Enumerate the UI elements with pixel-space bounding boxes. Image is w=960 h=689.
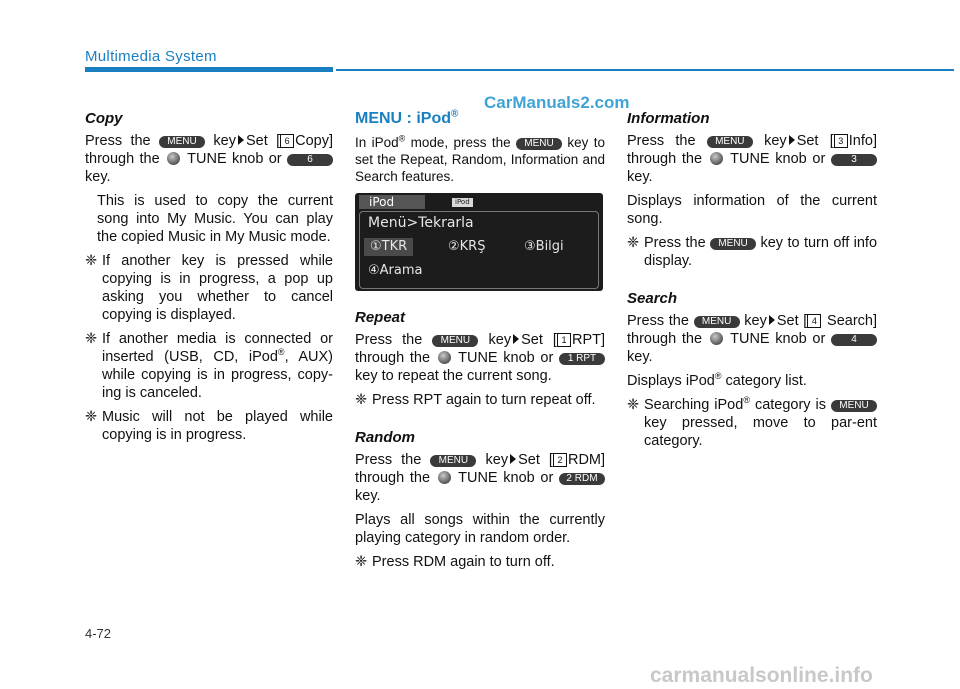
tune-knob-icon <box>438 351 451 364</box>
repeat-instruction: Press the MENU key Set [ 1 RPT] through the TUNE knob or 1 RPT key to repeat the current song. <box>355 332 605 384</box>
repeat-heading: Repeat <box>355 309 406 326</box>
play-arrow-icon <box>789 135 795 145</box>
menu-key-icon: MENU <box>432 335 478 347</box>
ipod-chip: iPod <box>452 198 473 207</box>
search-note: ❈ Searching iPod® category is MENU key pressed, move to par-ent category. <box>627 395 877 449</box>
key-2-rdm-icon: 2 RDM <box>559 473 605 485</box>
number-2-icon: 2 <box>553 453 567 467</box>
search-description: Displays iPod® category list. <box>627 371 807 389</box>
column-left <box>85 110 333 450</box>
column-right <box>627 110 877 456</box>
random-description: Plays all songs within the currently playing category in random order. <box>355 512 605 546</box>
key-4-icon: 4 <box>831 334 877 346</box>
screen-option-info: ③Bilgi <box>524 239 564 254</box>
information-heading: Information <box>627 110 710 127</box>
screen-panel <box>359 211 599 289</box>
page-number: 4-72 <box>85 626 112 641</box>
header-title: Multimedia System <box>85 48 217 65</box>
random-note: ❈ Press RDM again to turn off. <box>355 554 555 570</box>
menu-ipod-intro: In iPod® mode, press the MENU key to set the Repeat, Random, Information and Search features. <box>355 133 605 184</box>
information-description: Displays information of the current song. <box>627 193 877 227</box>
tune-knob-icon <box>710 332 723 345</box>
ipod-menu-screen <box>355 193 603 291</box>
menu-key-icon: MENU <box>831 400 877 412</box>
repeat-note: ❈ Press RPT again to turn repeat off. <box>355 392 596 408</box>
menu-key-icon: MENU <box>710 238 756 250</box>
search-heading: Search <box>627 290 678 307</box>
screen-title: Menü>Tekrarla <box>368 215 474 231</box>
information-instruction: Press the MENU key Set [ 3 Info] through the TUNE knob or 3 key. <box>627 133 877 185</box>
key-3-icon: 3 <box>831 154 877 166</box>
key-6-icon: 6 <box>287 154 333 166</box>
random-heading: Random <box>355 429 415 446</box>
number-1-icon: 1 <box>557 333 571 347</box>
number-3-icon: 3 <box>834 134 848 148</box>
key-1-rpt-icon: 1 RPT <box>559 353 605 365</box>
play-arrow-icon <box>238 135 244 145</box>
number-6-icon: 6 <box>280 134 294 148</box>
random-instruction: Press the MENU key Set [ 2 RDM] through the TUNE knob or 2 RDM key. <box>355 452 606 504</box>
tune-knob-icon <box>438 471 451 484</box>
copy-note-2: ❈ If another media is connected or inserted (USB, CD, iPod®, AUX) while copying is in progress, copy-ing is canceled. <box>85 331 333 401</box>
screen-tab: iPod <box>359 195 425 209</box>
search-instruction: Press the MENU key Set [ 4 Search] through the TUNE knob or 4 key. <box>627 313 878 365</box>
column-middle <box>355 110 605 577</box>
header-bar <box>85 67 333 72</box>
copy-heading: Copy <box>85 110 123 127</box>
play-arrow-icon <box>513 334 519 344</box>
screen-option-repeat: ①TKR <box>364 238 413 256</box>
watermark-bottom: carmanualsonline.info <box>650 664 873 687</box>
menu-key-icon: MENU <box>430 455 476 467</box>
play-arrow-icon <box>510 454 516 464</box>
header-rule <box>336 69 954 71</box>
menu-ipod-heading: MENU : iPod® <box>355 108 459 127</box>
tune-knob-icon <box>710 152 723 165</box>
information-note: ❈ Press the MENU key to turn off info display. <box>627 235 878 269</box>
tune-knob-icon <box>167 152 180 165</box>
screen-option-random: ②KRŞ <box>448 239 486 254</box>
copy-note-1: ❈ If another key is pressed while copying is in progress, a pop up asking you whether to cancel copying is displayed. <box>85 253 333 323</box>
copy-description: This is used to copy the current song into My Music. You can play the copied Music in My Music mode. <box>97 193 333 245</box>
menu-key-icon: MENU <box>516 138 562 150</box>
number-4-icon: 4 <box>807 314 821 328</box>
copy-note-3: ❈ Music will not be played while copying is in progress. <box>85 409 333 443</box>
screen-option-search: ④Arama <box>368 263 423 278</box>
copy-instruction: Press the MENU key Set [ 6 Copy] through the TUNE knob or 6 key. <box>85 133 334 185</box>
menu-key-icon: MENU <box>707 136 753 148</box>
watermark-top: CarManuals2.com <box>484 93 630 112</box>
play-arrow-icon <box>769 315 775 325</box>
menu-key-icon: MENU <box>694 316 740 328</box>
menu-key-icon: MENU <box>159 136 205 148</box>
